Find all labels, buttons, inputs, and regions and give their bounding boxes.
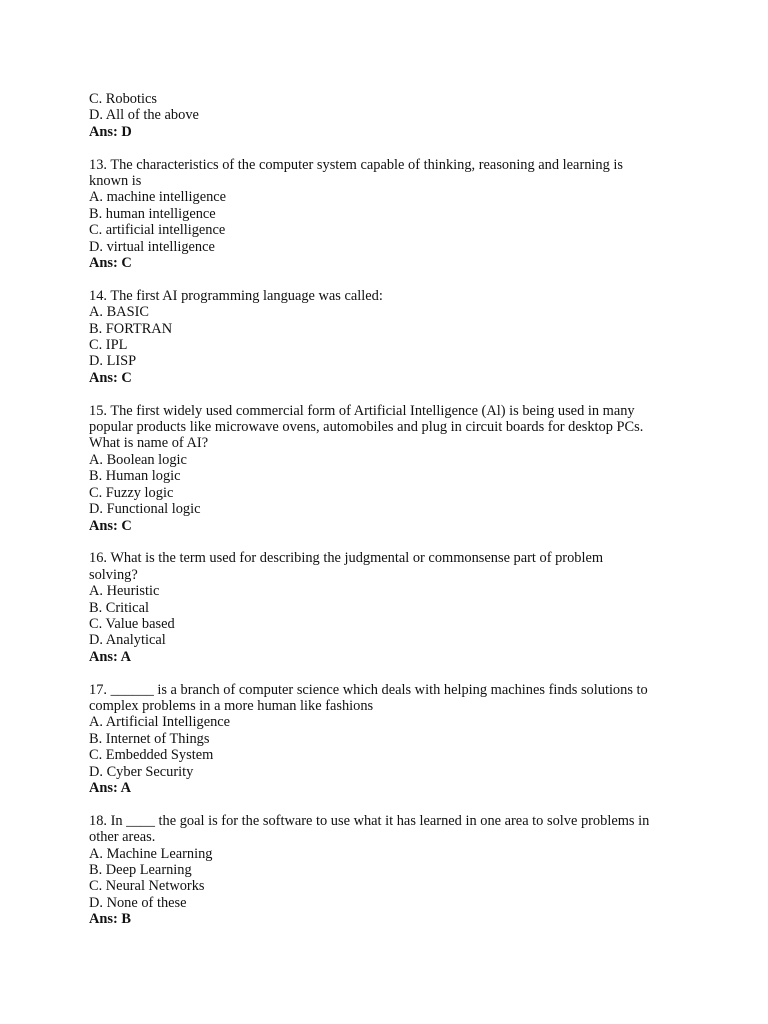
option-b: B. human intelligence bbox=[89, 205, 216, 222]
question-text: 17. ______ is a branch of computer science which deals with helping machines finds solutions to bbox=[89, 681, 648, 698]
answer: Ans: A bbox=[89, 648, 131, 665]
question-18 bbox=[89, 813, 689, 928]
question-text: known is bbox=[89, 173, 142, 190]
question-text: 14. The first AI programming language was called: bbox=[89, 287, 383, 304]
option-d: D. None of these bbox=[89, 894, 187, 911]
option-a: A. Artificial Intelligence bbox=[89, 714, 231, 731]
question-text: popular products like microwave ovens, automobiles and plug in circuit boards for desktop PCs. bbox=[89, 419, 644, 436]
option-a: A. Heuristic bbox=[89, 583, 160, 600]
question-13 bbox=[89, 157, 689, 272]
question-text: other areas. bbox=[89, 829, 156, 846]
answer: Ans: D bbox=[89, 123, 132, 140]
option-b: B. Deep Learning bbox=[89, 862, 192, 878]
option-a: A. Machine Learning bbox=[89, 845, 213, 862]
question-text: 13. The characteristics of the computer system capable of thinking, reasoning and learning is bbox=[89, 156, 624, 173]
option-d: D. Functional logic bbox=[89, 501, 201, 518]
document-content bbox=[89, 91, 689, 928]
option-d: D. All of the above bbox=[89, 107, 199, 124]
question-text: complex problems in a more human like fashions bbox=[89, 697, 374, 714]
question-15 bbox=[89, 403, 689, 534]
answer: Ans: B bbox=[89, 911, 131, 928]
option-d: D. Cyber Security bbox=[89, 763, 194, 780]
option-d: D. LISP bbox=[89, 353, 137, 370]
question-text: 15. The first widely used commercial form of Artificial Intelligence (Al) is being used in many bbox=[89, 402, 635, 419]
option-a: A. BASIC bbox=[89, 304, 149, 321]
question-text: What is name of AI? bbox=[89, 435, 209, 452]
option-d: D. Analytical bbox=[89, 632, 166, 649]
question-text: 18. In ____ the goal is for the software to use what it has learned in one area to solve problems in bbox=[89, 812, 650, 829]
option-c: C. Value based bbox=[89, 615, 175, 632]
question-16 bbox=[89, 550, 689, 665]
answer: Ans: C bbox=[89, 517, 132, 534]
option-c: C. IPL bbox=[89, 337, 128, 354]
option-a: A. machine intelligence bbox=[89, 189, 227, 206]
option-c: C. Embedded System bbox=[89, 747, 214, 764]
option-b: B. Internet of Things bbox=[89, 730, 210, 747]
option-d: D. virtual intelligence bbox=[89, 238, 215, 255]
answer: Ans: C bbox=[89, 369, 132, 386]
option-b: B. Human logic bbox=[89, 468, 181, 485]
option-c: C. Fuzzy logic bbox=[89, 484, 174, 501]
option-c: C. Robotics bbox=[89, 91, 157, 107]
option-c: C. artificial intelligence bbox=[89, 222, 226, 239]
question-17 bbox=[89, 682, 689, 797]
question-12-tail bbox=[89, 91, 689, 140]
option-b: B. Critical bbox=[89, 599, 149, 616]
option-b: B. FORTRAN bbox=[89, 320, 173, 337]
question-14 bbox=[89, 288, 689, 386]
question-text: solving? bbox=[89, 566, 138, 583]
answer: Ans: A bbox=[89, 779, 131, 796]
answer: Ans: C bbox=[89, 255, 132, 272]
option-c: C. Neural Networks bbox=[89, 878, 205, 895]
option-a: A. Boolean logic bbox=[89, 451, 187, 468]
question-text: 16. What is the term used for describing the judgmental or commonsense part of problem bbox=[89, 550, 604, 567]
